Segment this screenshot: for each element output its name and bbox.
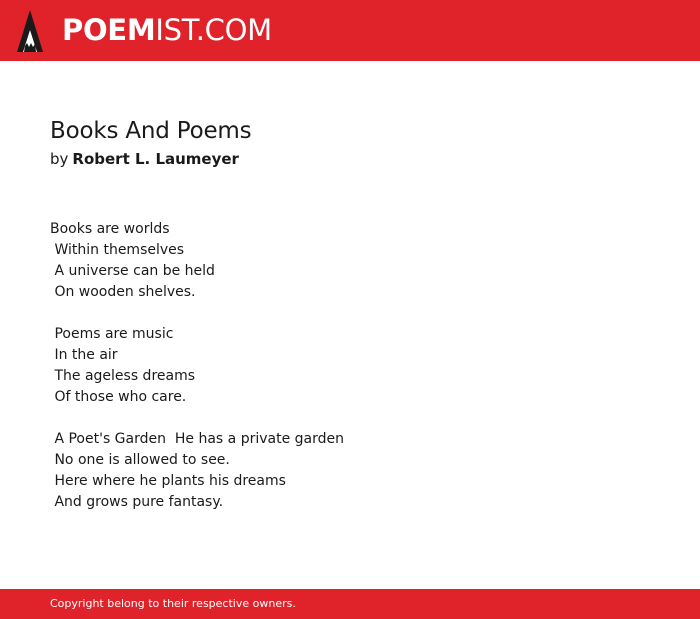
poem-line: No one is allowed to see. [50, 452, 230, 468]
poem-line: A universe can be held [50, 263, 215, 279]
site-header [0, 0, 700, 61]
site-logo[interactable] [62, 12, 272, 48]
poem-line: Of those who care. [50, 389, 187, 405]
poem-line: Books are worlds [50, 221, 170, 237]
poem-line: On wooden shelves. [50, 284, 196, 300]
poem-line: Here where he plants his dreams [50, 473, 286, 489]
pencil-icon [17, 10, 43, 52]
poem-body [50, 219, 344, 513]
poem-line: The ageless dreams [50, 368, 196, 384]
stanza-break [50, 408, 344, 429]
poem-title: Books And Poems [50, 118, 252, 144]
logo-bold-text: POEM [62, 13, 156, 47]
poem-line: Within themselves [50, 242, 185, 258]
copyright-text: Copyright belong to their respective owners. [50, 597, 296, 610]
by-label: by [50, 150, 69, 168]
logo-light-text: IST.COM [155, 13, 272, 47]
poem-line: And grows pure fantasy. [50, 494, 224, 510]
stanza-break [50, 303, 344, 324]
poem-line: Poems are music [50, 326, 174, 342]
site-footer [0, 589, 700, 619]
author-name: Robert L. Laumeyer [72, 150, 239, 168]
byline [50, 148, 239, 170]
poem-line: In the air [50, 347, 118, 363]
poem-line: A Poet's Garden He has a private garden [50, 431, 345, 447]
